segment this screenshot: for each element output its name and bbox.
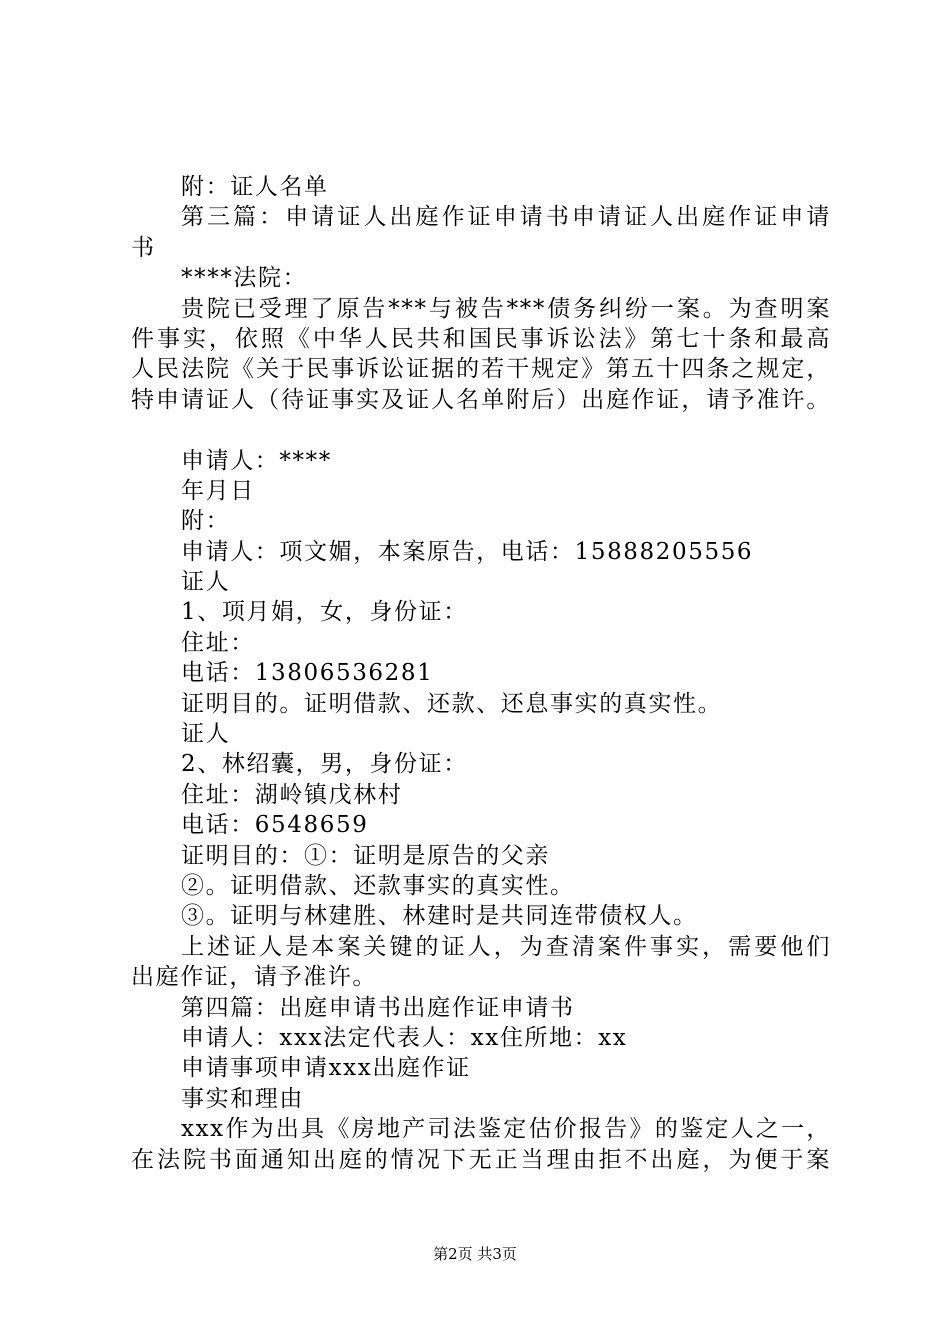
- page-footer: 第2页 共3页: [433, 1245, 517, 1263]
- text-line: 证人: [181, 721, 231, 748]
- text-line: 证明目的。证明借款、还款、还息事实的真实性。: [181, 690, 723, 717]
- text-line: 书: [131, 234, 156, 261]
- text-line: 在法院书面通知出庭的情况下无正当理由拒不出庭，为便于案: [131, 1146, 831, 1173]
- text-line: 特申请证人（待证事实及证人名单附后）出庭作证，请予准许。: [131, 386, 831, 413]
- text-line: 1、项月娟，女，身份证：: [181, 599, 468, 626]
- text-line: 申请人：xxx法定代表人：xx住所地：xx: [181, 1024, 628, 1051]
- text-line: 人民法院《关于民事诉讼证据的若干规定》第五十四条之规定，: [131, 356, 831, 383]
- text-line: 贵院已受理了原告***与被告***债务纠纷一案。为查明案: [181, 295, 831, 322]
- text-line: 电话：13806536281: [181, 660, 434, 687]
- blank-line: [131, 415, 831, 445]
- text-line: 第四篇：出庭申请书出庭作证申请书: [181, 994, 575, 1021]
- text-line: 第三篇：申请证人出庭作证申请书申请证人出庭作证申请: [181, 204, 831, 231]
- text-line: ****法院：: [181, 265, 308, 292]
- text-line: ③。证明与林建胜、林建时是共同连带债权人。: [181, 903, 698, 930]
- text-line: 事实和理由: [181, 1085, 304, 1112]
- text-line: 2、林绍囊，男，身份证：: [181, 751, 468, 778]
- text-line: 附：证人名单: [181, 174, 329, 200]
- text-line: 年月日: [181, 477, 255, 504]
- text-line: 件事实，依照《中华人民共和国民事诉讼法》第七十条和最高: [131, 325, 831, 352]
- text-line: 证人: [181, 569, 231, 596]
- text-line: 附：: [181, 508, 231, 535]
- text-line: 住址：: [181, 629, 255, 656]
- document-body: [131, 172, 831, 1175]
- text-line: 申请人：****: [181, 447, 332, 474]
- text-line: 申请人：项文媚，本案原告，电话：15888205556: [181, 538, 754, 565]
- text-line: ②。证明借款、还款事实的真实性。: [181, 872, 575, 899]
- text-line: 住址：湖岭镇戊林村: [181, 781, 403, 808]
- text-line: xxx作为出具《房地产司法鉴定估价报告》的鉴定人之一，: [181, 1116, 831, 1143]
- text-line: 申请事项申请xxx出庭作证: [181, 1055, 471, 1082]
- text-line: 电话：6548659: [181, 812, 369, 839]
- text-line: 出庭作证，请予准许。: [131, 964, 377, 991]
- text-line: 证明目的：①：证明是原告的父亲: [181, 842, 550, 869]
- text-line: 上述证人是本案关键的证人，为查清案件事实，需要他们: [181, 933, 831, 960]
